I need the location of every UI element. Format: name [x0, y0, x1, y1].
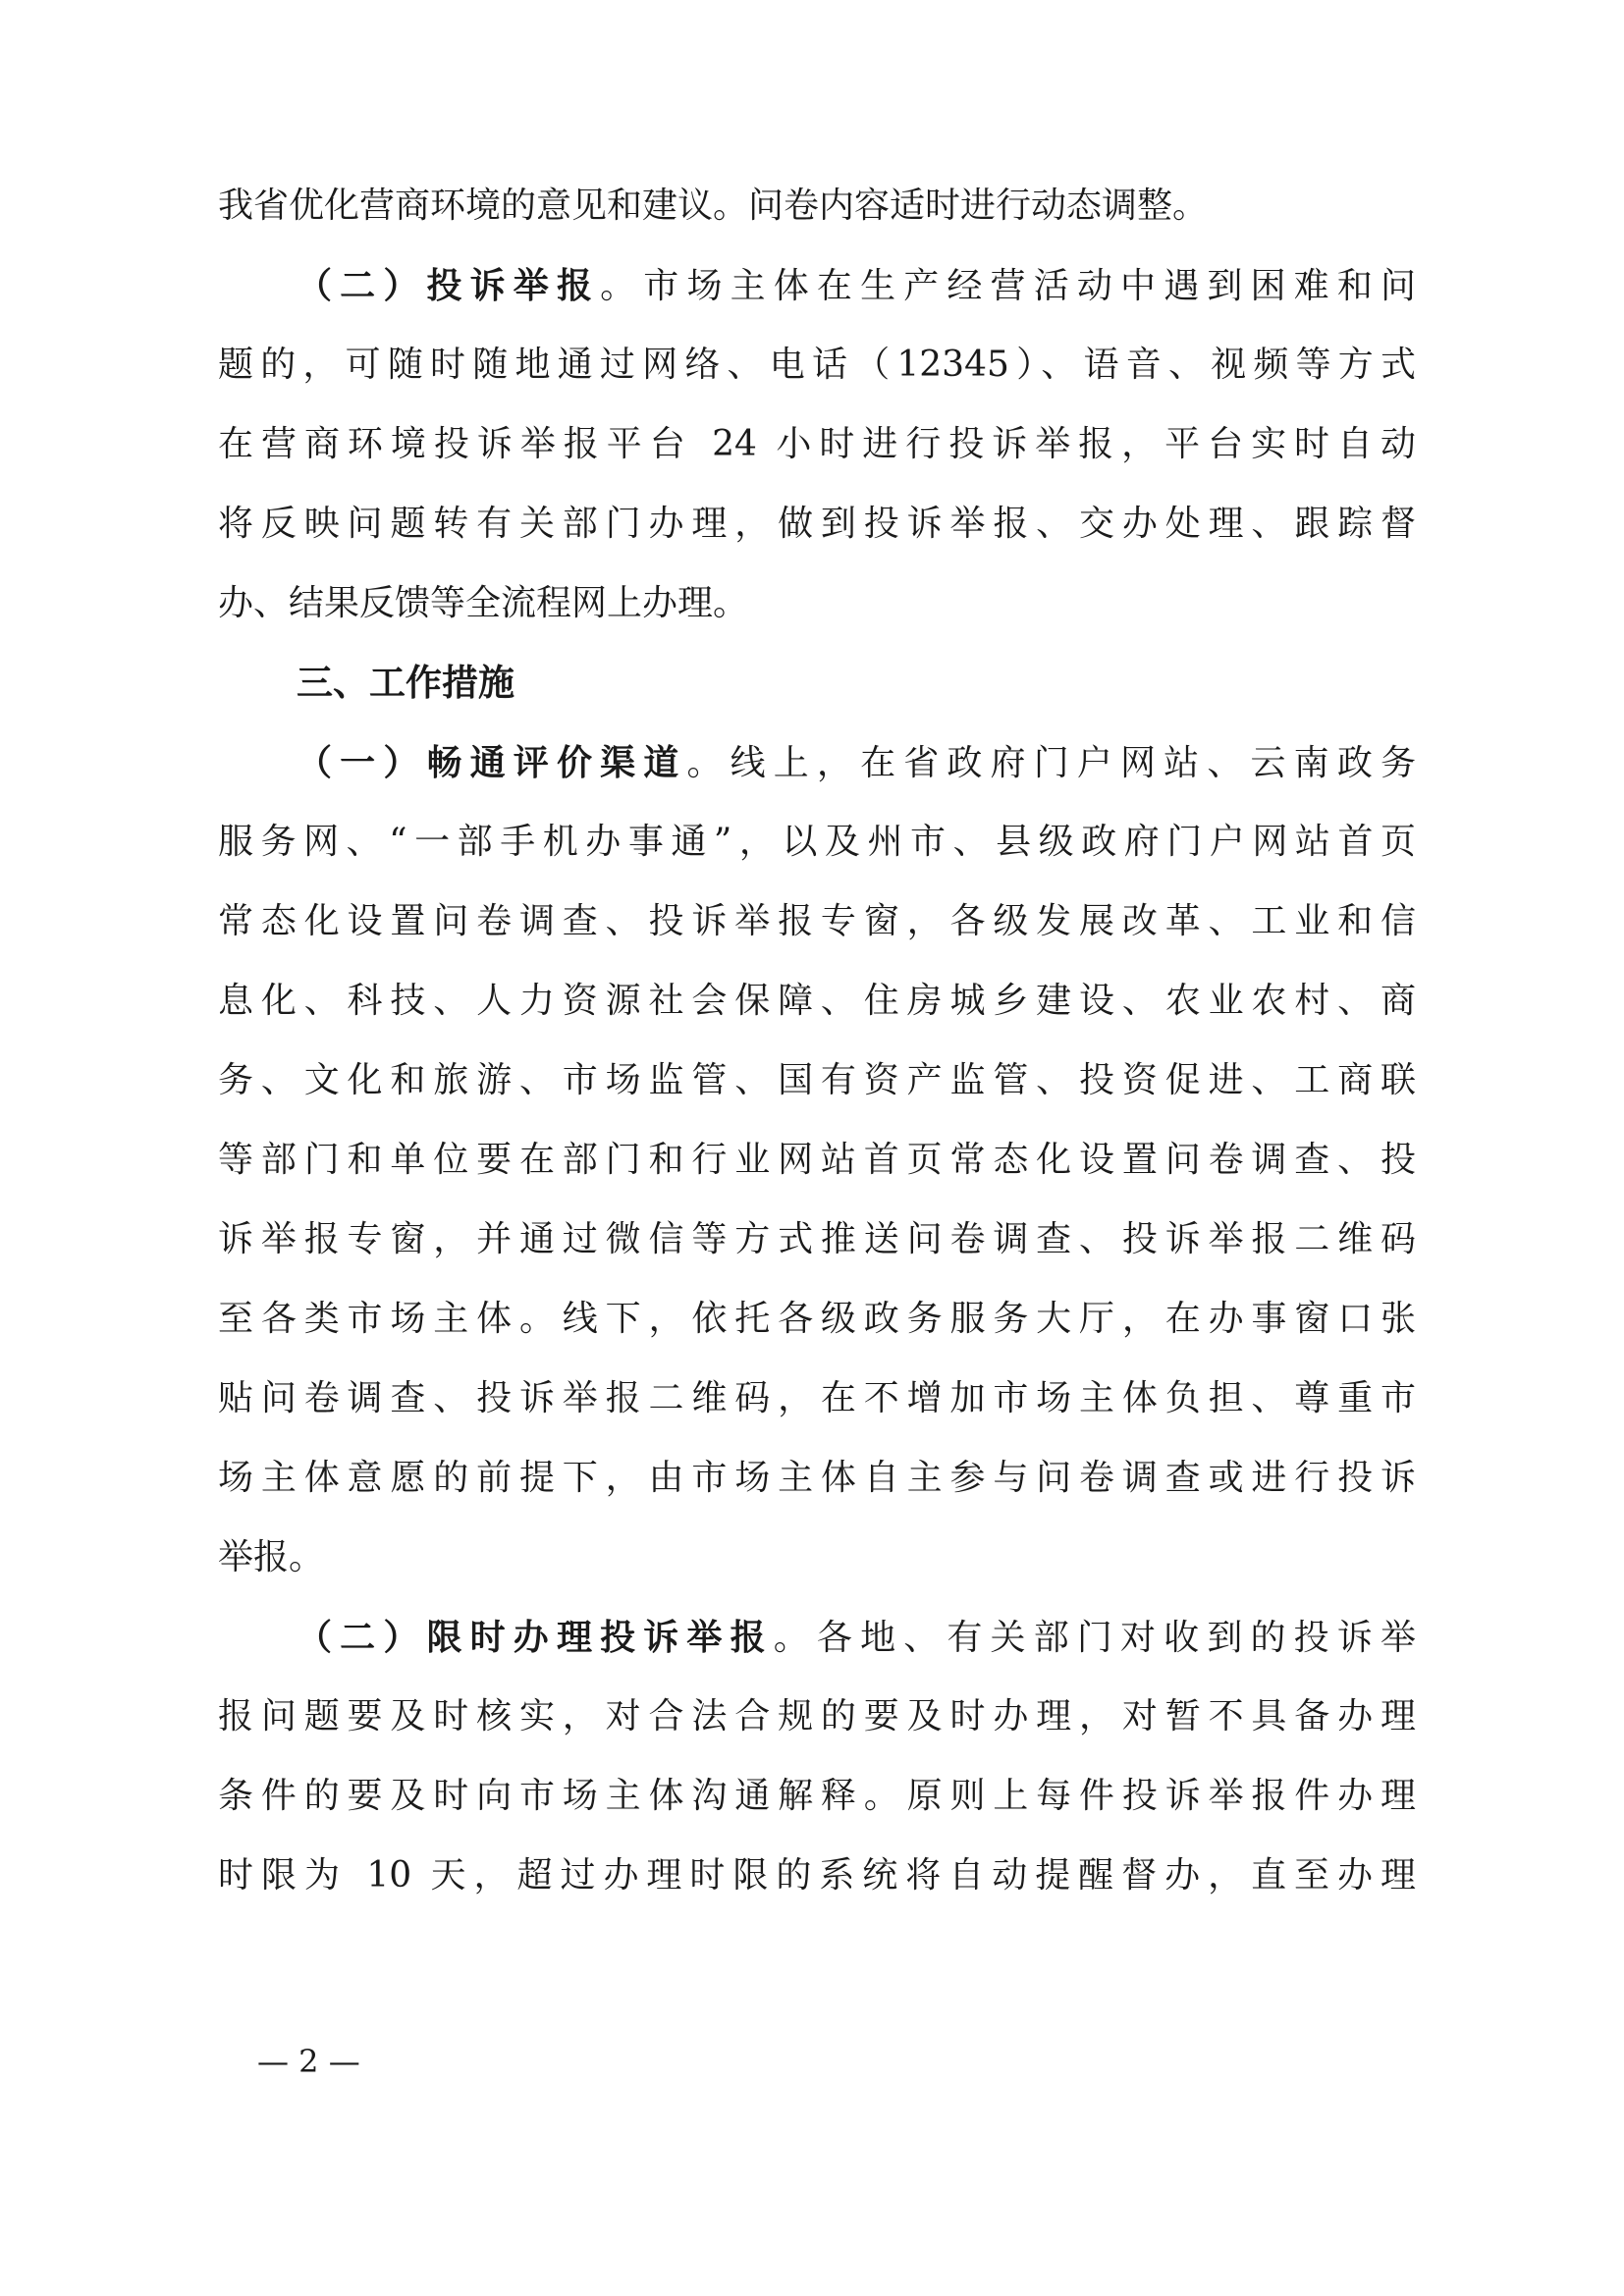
text-line: 报问题要及时核实，对合法合规的要及时办理，对暂不具备办理 — [218, 1696, 1416, 1736]
text-line: （一）畅通评价渠道。线上，在省政府门户网站、云南政务 — [297, 742, 1416, 783]
text-line: 举报。 — [218, 1537, 325, 1577]
text-line: 等部门和单位要在部门和行业网站首页常态化设置问卷调查、投 — [218, 1140, 1416, 1180]
text-line: 条件的要及时向市场主体沟通解释。原则上每件投诉举报件办理 — [218, 1776, 1416, 1816]
subheading: （一）畅通评价渠道 — [297, 742, 687, 783]
text-line: 我省优化营商环境的意见和建议。问卷内容适时进行动态调整。 — [218, 186, 1209, 226]
subheading: （二）限时办理投诉举报 — [297, 1617, 774, 1658]
text-line: 在营商环境投诉举报平台 24 小时进行投诉举报，平台实时自动 — [218, 424, 1416, 464]
text-line: 诉举报专窗，并通过微信等方式推送问卷调查、投诉举报二维码 — [218, 1219, 1416, 1259]
text-line: 息化、科技、人力资源社会保障、住房城乡建设、农业农村、商 — [218, 981, 1416, 1021]
subheading: （二）投诉举报 — [297, 265, 601, 306]
text-line: 至各类市场主体。线下，依托各级政务服务大厅，在办事窗口张 — [218, 1299, 1416, 1339]
text-line: 务、文化和旅游、市场监管、国有资产监管、投资促进、工商联 — [218, 1060, 1416, 1100]
text-line: 场主体意愿的前提下，由市场主体自主参与问卷调查或进行投诉 — [218, 1458, 1416, 1498]
text-line: （二）投诉举报。市场主体在生产经营活动中遇到困难和问 — [297, 265, 1416, 306]
text-line: 时限为 10 天，超过办理时限的系统将自动提醒督办，直至办理 — [218, 1855, 1416, 1896]
text-line: （二）限时办理投诉举报。各地、有关部门对收到的投诉举 — [297, 1617, 1416, 1658]
section-heading: 三、工作措施 — [297, 662, 514, 704]
text-line: 将反映问题转有关部门办理，做到投诉举报、交办处理、跟踪督 — [218, 504, 1416, 544]
text-line: 服务网、“一部手机办事通”，以及州市、县级政府门户网站首页 — [218, 822, 1416, 862]
text-line: 办、结果反馈等全流程网上办理。 — [218, 583, 749, 623]
page-number: — 2 — — [257, 2043, 360, 2080]
text-line: 题的，可随时随地通过网络、电话（12345）、语音、视频等方式 — [218, 345, 1416, 385]
text-line: 常态化设置问卷调查、投诉举报专窗，各级发展改革、工业和信 — [218, 901, 1416, 941]
text-line: 贴问卷调查、投诉举报二维码，在不增加市场主体负担、尊重市 — [218, 1378, 1416, 1418]
